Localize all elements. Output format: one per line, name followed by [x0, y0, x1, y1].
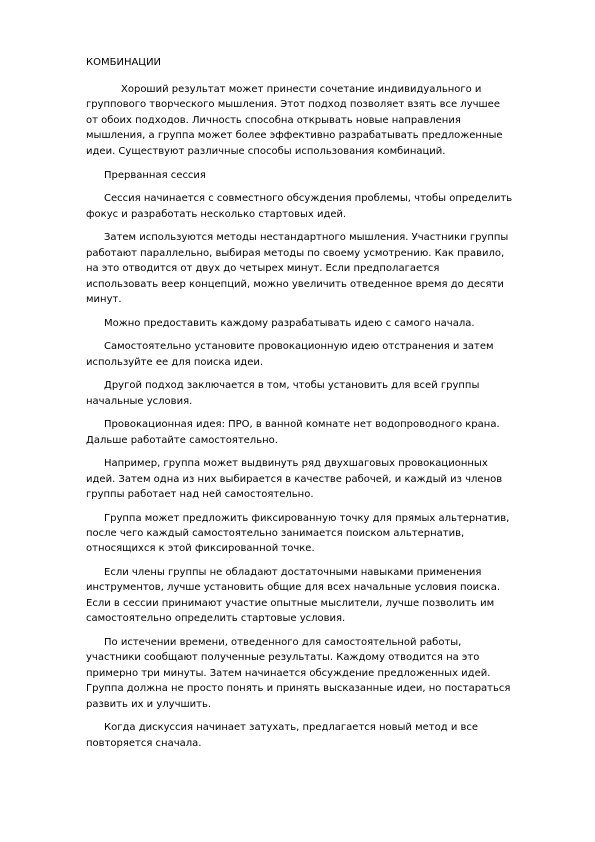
paragraph: Если члены группы не обладают достаточными навыками применения инструментов, лучше установить общие для всех начальные условия поиска. Если в сессии принимают участие опытные мыслители, лучше позволить им самостоятельно определить стартовые условия.: [86, 567, 501, 625]
paragraph: Сессия начинается с совместного обсуждения проблемы, чтобы определить фокус и разработать несколько стартовых идей.: [86, 193, 513, 220]
paragraph: Группа может предложить фиксированную точку для прямых альтернатив, после чего каждый самостоятельно занимается поиском альтернатив, относящихся к этой фиксированной точке.: [86, 512, 510, 555]
paragraph: Например, группа может выдвинуть ряд двухшаговых провокационных идей. Затем одна из них выбирается в качестве рабочей, и каждый из членов группы работает над ней самостоятельно.: [86, 458, 503, 501]
paragraph: Провокационная идея: ПРО, в ванной комнате нет водопроводного крана. Дальше работайте самостоятельно.: [86, 419, 500, 446]
paragraph: По истечении времени, отведенного для самостоятельной работы, участники сообщают полученные результаты. Каждому отводится на это примерно три минуты. Затем начинается обсуждение предложенных идей. Группа должна не просто понять и принять высказанные идеи, но постараться развить их и улучшить.: [86, 636, 511, 710]
paragraph: Когда дискуссия начинает затухать, предлагается новый метод и все повторяется сначала.: [86, 722, 479, 749]
document-page: [86, 56, 546, 759]
paragraph: Затем используются методы нестандартного мышления. Участники группы работают параллельно, выбирая методы по своему усмотрению. Как правило, на это отводится от двух до четырех минут. Если предполагается использовать веер концепций, можно увеличить отведенное время до десяти минут.: [86, 232, 509, 306]
paragraph: Другой подход заключается в том, чтобы установить для всей группы начальные условия.: [86, 380, 480, 407]
section-heading-interrupted-session: Прерванная сессия: [104, 170, 206, 182]
paragraph: Самостоятельно установите провокационную идею отстранения и затем используйте ее для поиска идеи.: [86, 341, 494, 368]
paragraph-intro: Хороший результат может принести сочетание индивидуального и группового творческого мышления. Этот подход позволяет взять все лучшее от обоих подходов. Личность способна открывать новые направления мышления, а группа может более эффективно разрабатывать предложенные идеи. Существуют различные способы использования комбинаций.: [86, 84, 503, 157]
paragraph: Можно предоставить каждому разрабатывать идею с самого начала.: [104, 317, 475, 329]
document-title: КОМБИНАЦИИ: [86, 57, 162, 68]
